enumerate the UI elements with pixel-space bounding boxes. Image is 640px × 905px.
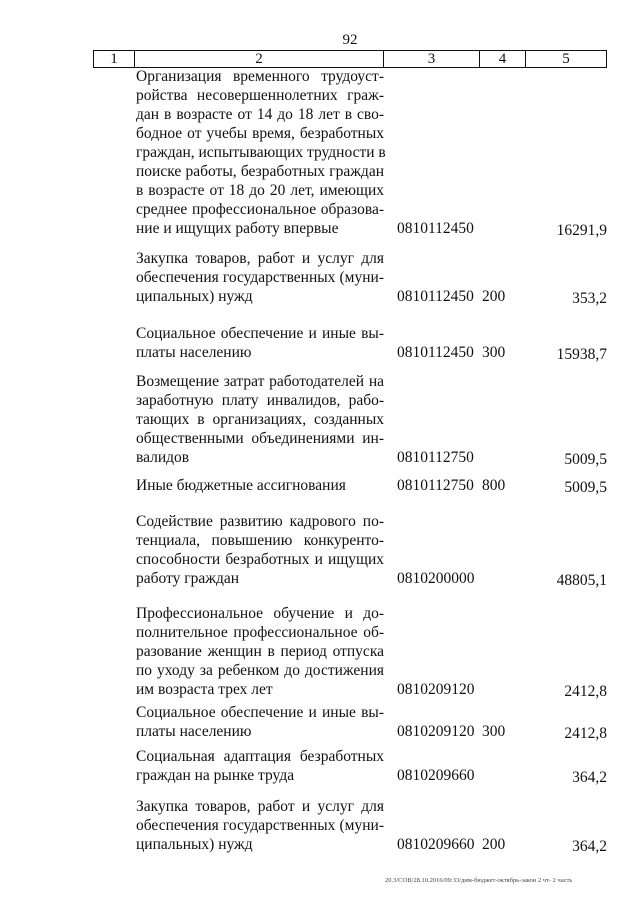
description-line: общественными объединениями ин- xyxy=(136,430,384,447)
description-line: Социальное обеспечение и иные вы- xyxy=(136,325,384,342)
description-line: ройства несовершеннолетних граж- xyxy=(136,87,384,104)
row-code: 0810209660 xyxy=(397,767,475,784)
description-line: обеспечения государственных (муни- xyxy=(136,269,384,286)
row-sum: 15938,7 xyxy=(556,346,607,363)
row-code: 0810209120 xyxy=(397,723,475,740)
description-line: Возмещение затрат работодателей на xyxy=(136,373,384,390)
description-line: работу граждан xyxy=(136,570,240,587)
row-sum: 5009,5 xyxy=(564,451,607,468)
footer-file-reference: 20.3/СОВ/28.10.2016/09:33/дим-бюджет-октябрь-закон 2 чт- 2 часть xyxy=(385,877,573,884)
row-code: 0810209120 xyxy=(397,681,475,698)
row-sum: 364,2 xyxy=(572,769,607,786)
description-line: Содействие развитию кадрового по- xyxy=(136,513,384,530)
description-line: бодное от учебы время, безработных xyxy=(136,125,384,142)
row-description xyxy=(136,476,384,495)
row-sum: 2412,8 xyxy=(564,683,607,700)
row-description xyxy=(136,797,384,854)
header-col-3: 3 xyxy=(384,51,480,68)
description-line: платы населению xyxy=(136,344,252,361)
row-expense-kind: 800 xyxy=(482,477,506,494)
row-code: 0810200000 xyxy=(397,570,475,587)
header-col-1: 1 xyxy=(94,51,135,68)
row-sum: 16291,9 xyxy=(556,222,607,239)
description-line: ципальных) нужд xyxy=(136,836,253,853)
row-description xyxy=(136,703,384,741)
header-col-2: 2 xyxy=(135,51,384,68)
header-col-4: 4 xyxy=(480,51,526,68)
description-line: Организация временного трудоуст- xyxy=(136,68,384,85)
description-line: ние и ищущих работу впервые xyxy=(136,220,339,237)
description-line: граждан на рынке труда xyxy=(136,767,295,784)
description-line: платы населению xyxy=(136,723,252,740)
column-header-table xyxy=(93,50,607,68)
row-code: 0810112450 xyxy=(397,288,474,305)
description-line: по уходу за ребенком до достижения xyxy=(136,662,384,679)
description-line: Социальное обеспечение и иные вы- xyxy=(136,704,384,721)
row-code: 0810112450 xyxy=(397,220,474,237)
row-sum: 353,2 xyxy=(572,290,607,307)
row-sum: 364,2 xyxy=(572,838,607,855)
row-description xyxy=(136,747,384,785)
row-code: 0810112450 xyxy=(397,344,474,361)
row-expense-kind: 300 xyxy=(482,723,506,740)
row-code: 0810112750 xyxy=(397,477,474,494)
row-sum: 2412,8 xyxy=(564,725,607,742)
description-line: среднее профессиональное образова- xyxy=(136,201,384,218)
description-line: обеспечения государственных (муни- xyxy=(136,817,384,834)
description-line: дан в возрасте от 14 до 18 лет в сво- xyxy=(136,106,384,123)
description-line: поиске работы, безработных граждан xyxy=(136,163,384,180)
description-line: тенциала, повышению конкуренто- xyxy=(136,532,384,549)
description-line: Закупка товаров, работ и услуг для xyxy=(136,798,384,815)
description-line: Социальная адаптация безработных xyxy=(136,748,384,765)
description-line: валидов xyxy=(136,449,190,466)
header-col-5: 5 xyxy=(526,51,607,68)
description-line: Закупка товаров, работ и услуг для xyxy=(136,250,384,267)
description-line: Профессиональное обучение и до- xyxy=(136,605,384,622)
row-description xyxy=(136,324,384,362)
row-description xyxy=(136,249,384,306)
row-sum: 5009,5 xyxy=(564,479,607,496)
row-sum: 48805,1 xyxy=(556,572,607,589)
description-line: граждан, испытывающих трудности в xyxy=(136,144,386,161)
description-line: Иные бюджетные ассигнования xyxy=(136,477,346,494)
description-line: способности безработных и ищущих xyxy=(136,551,384,568)
row-description xyxy=(136,512,384,588)
description-line: полнительное профессиональное об- xyxy=(136,624,384,641)
description-line: заработную плату инвалидов, рабо- xyxy=(136,392,384,409)
description-line: тающих в организациях, созданных xyxy=(136,411,384,428)
row-expense-kind: 300 xyxy=(482,344,506,361)
page-number: 92 xyxy=(342,32,358,48)
row-description xyxy=(136,372,384,467)
row-code: 0810209660 xyxy=(397,836,475,853)
description-line: разование женщин в период отпуска xyxy=(136,643,384,660)
description-line: им возраста трех лет xyxy=(136,681,273,698)
row-description xyxy=(136,67,384,238)
row-code: 0810112750 xyxy=(397,449,474,466)
description-line: в возрасте от 18 до 20 лет, имеющих xyxy=(136,182,384,199)
row-expense-kind: 200 xyxy=(482,836,506,853)
description-line: ципальных) нужд xyxy=(136,288,253,305)
row-expense-kind: 200 xyxy=(482,288,506,305)
row-description xyxy=(136,604,384,699)
